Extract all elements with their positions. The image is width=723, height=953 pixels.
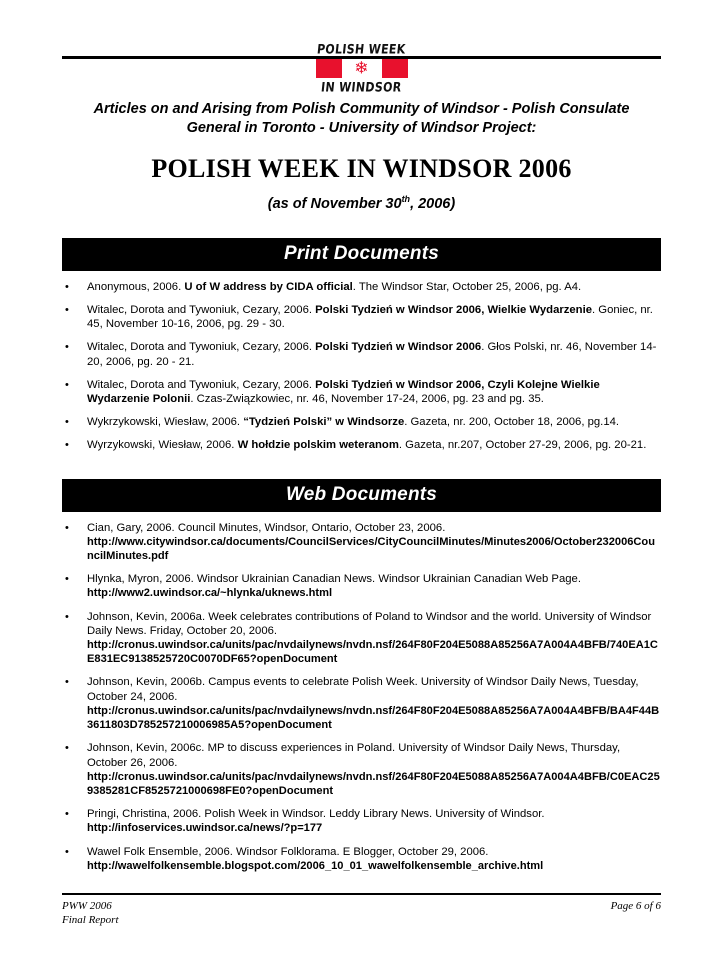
footer-page-number: Page 6 of 6 [610,900,661,912]
as-of-date [0,194,723,212]
citation-text [87,610,661,667]
citation-text [87,415,661,429]
citation-url[interactable]: http://www.citywindsor.ca/documents/CouncilServices/CityCouncilMinutes/Minutes2006/October232006CouncilMinutes.pdf [87,535,655,563]
list-item [62,845,661,873]
footer-left [62,899,119,927]
list-item [62,415,661,429]
citation-title: Polski Tydzień w Windsor 2006 [315,341,482,354]
citation-plain: . Goniec, nr. 45, November 10-16, 2006, pg. 29 - 30. [87,304,653,331]
citation-plain: Witalec, Dorota and Tywoniuk, Cezary, 2006. [87,341,316,354]
citation-text [87,675,661,732]
citation-text [87,438,661,452]
list-item [62,807,661,835]
bullet-icon: • [65,808,69,821]
list-item [62,610,661,667]
citation-url[interactable]: http://wawelfolkensemble.blogspot.com/2006_10_01_wawelfolkensemble_archive.html [87,859,544,872]
list-item [62,378,661,406]
citation-title: Polski Tydzień w Windsor 2006, Czyli Kolejne Wielkie Wydarzenie Polonii [87,378,600,406]
bullet-icon: • [65,845,69,858]
as-of-prefix: (as of November 30 [267,195,402,212]
citation-plain: Wawel Folk Ensemble, 2006. Windsor Folklorama. E Blogger, October 29, 2006. [87,845,489,858]
citation-plain: Hlynka, Myron, 2006. Windsor Ukrainian Canadian News. Windsor Ukrainian Canadian Web Page. [87,573,581,586]
bullet-icon: • [65,439,69,452]
citation-text [87,340,661,368]
citation-text [87,303,661,331]
citation-plain: Wyrzykowski, Wiesław, 2006. [87,439,238,452]
footer-report-name: PWW 2006 [62,900,112,912]
sections-container [0,238,723,873]
citation-url[interactable]: http://infoservices.uwindsor.ca/news/?p=177 [87,822,323,835]
list-item [62,741,661,798]
citation-text [87,572,661,600]
bullet-icon: • [65,280,69,293]
citation-text [87,845,661,873]
citation-plain: . Gazeta, nr.207, October 27-29, 2006, pg. 20-21. [398,439,647,452]
citation-url[interactable]: http://www2.uwindsor.ca/~hlynka/uknews.html [87,587,333,600]
citation-plain: . Gazeta, nr. 200, October 18, 2006, pg.14. [404,416,620,429]
citation-title: “Tydzień Polski” w Windsorze [243,416,405,429]
citation-url[interactable]: http://cronus.uwindsor.ca/units/pac/nvdailynews/nvdn.nsf/264F80F204E5088A85256A7A004A4BFB/BA4F44B3611803D785257210006985A5?openDocument [87,704,660,732]
bullet-icon: • [65,742,69,755]
list-item [62,675,661,732]
bullet-icon: • [65,416,69,429]
citation-text [87,521,661,564]
bullet-icon: • [65,573,69,586]
citation-plain: Pringi, Christina, 2006. Polish Week in Windsor. Leddy Library News. University of Windsor. [87,808,545,821]
project-subtitle: Articles on and Arising from Polish Community of Windsor - Polish Consulate General in Toronto - University of Windsor Project: [93,101,630,136]
citation-plain: Johnson, Kevin, 2006a. Week celebrates contributions of Poland to Windsor and the world. University of Windsor Daily News. Friday, October 20, 2006. [87,610,652,637]
list-item [62,572,661,600]
as-of-ordinal: th [401,194,411,204]
page-header [0,18,723,96]
footer-report-type: Final Report [62,914,119,926]
document-page [0,18,723,953]
footer-rule [62,893,661,895]
reference-list [62,521,661,873]
citation-plain: . Głos Polski, nr. 46, November 14-20, 2006, pg. 20 - 21. [87,341,657,368]
bullet-icon: • [65,521,69,534]
citation-plain: Cian, Gary, 2006. Council Minutes, Windsor, Ontario, October 23, 2006. [87,521,446,534]
polish-week-logo [303,40,421,96]
citation-plain: . The Windsor Star, October 25, 2006, pg. A4. [352,280,582,293]
maple-leaf-icon: ❄ [354,58,369,78]
citation-plain: . Czas-Związkowiec, nr. 46, November 17-24, 2006, pg. 23 and pg. 35. [190,393,544,406]
citation-title: U of W address by CIDA official [184,280,353,293]
bullet-icon: • [65,304,69,317]
list-item [62,521,661,564]
logo-bottom-text: IN WINDSOR [320,79,403,96]
citation-url[interactable]: http://cronus.uwindsor.ca/units/pac/nvdailynews/nvdn.nsf/264F80F204E5088A85256A7A004A4BFB/C0EAC259385281CF8525721000698FE0?openDocument [87,770,660,797]
citation-plain: Witalec, Dorota and Tywoniuk, Cezary, 2006. [87,378,316,391]
list-item [62,280,661,294]
citation-plain: Johnson, Kevin, 2006b. Campus events to celebrate Polish Week. University of Windsor Daily News, Tuesday, October 24, 2006. [87,676,639,703]
citation-text [87,378,661,406]
section-heading: Print Documents [62,238,661,271]
bullet-icon: • [65,676,69,689]
citation-text [87,280,661,294]
section-heading: Web Documents [62,479,661,512]
citation-plain: Johnson, Kevin, 2006c. MP to discuss experiences in Poland. University of Windsor Daily News, Thursday, October 26, 2006. [87,742,621,769]
page-title: POLISH WEEK IN WINDSOR 2006 [151,154,572,183]
citation-url[interactable]: http://cronus.uwindsor.ca/units/pac/nvdailynews/nvdn.nsf/264F80F204E5088A85256A7A004A4BFB/740EA1CE831EC9138525720C0070DF65?openDocument [87,639,658,666]
as-of-suffix: , 2006) [410,195,456,212]
bullet-icon: • [65,341,69,354]
citation-title: W hołdzie polskim weteranom [237,439,399,452]
citation-title: Polski Tydzień w Windsor 2006, Wielkie Wydarzenie [315,304,593,317]
list-item [62,438,661,452]
list-item [62,340,661,368]
page-footer [62,893,661,927]
list-item [62,303,661,331]
citation-plain: Anonymous, 2006. [87,280,185,293]
citation-plain: Witalec, Dorota and Tywoniuk, Cezary, 2006. [87,304,316,317]
logo-top-text: POLISH WEEK [316,41,407,58]
bullet-icon: • [65,378,69,391]
reference-list [62,280,661,453]
citation-text [87,741,661,798]
citation-text [87,807,661,835]
canadian-flag-icon [316,59,408,78]
citation-plain: Wykrzykowski, Wiesław, 2006. [87,416,244,429]
bullet-icon: • [65,610,69,623]
